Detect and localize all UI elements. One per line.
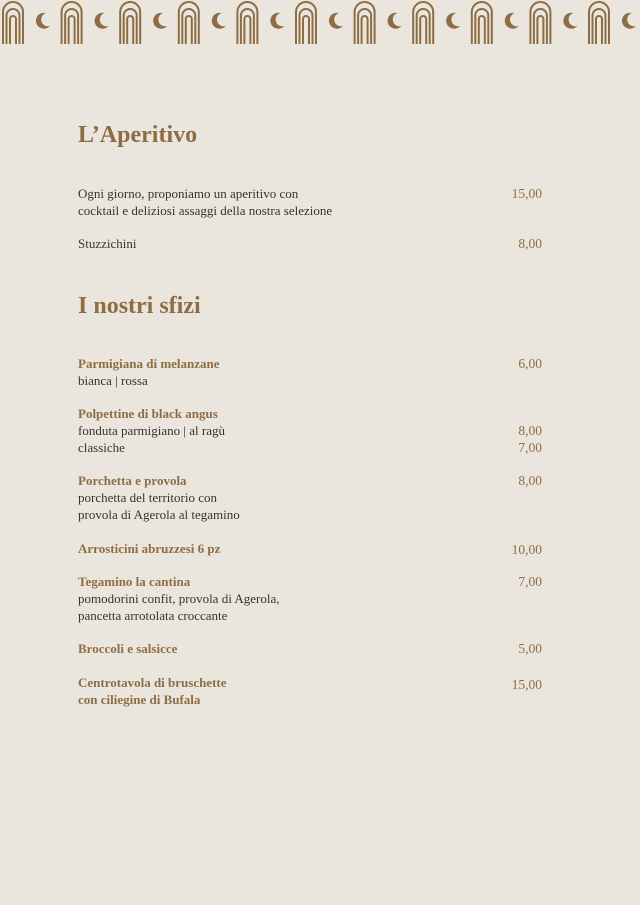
sfizi-title: I nostri sfizi — [78, 293, 201, 319]
item-description: Ogni giorno, proponiamo un aperitivo con — [78, 186, 299, 201]
arch-icon — [530, 2, 550, 44]
aperitivo-item-cocktail — [78, 185, 542, 219]
moon-icon — [622, 13, 636, 29]
item-name: con ciliegine di Bufala — [78, 692, 201, 707]
arch-icon — [413, 2, 433, 44]
moon-icon — [270, 13, 284, 29]
aperitivo-title: L’Aperitivo — [78, 122, 198, 148]
item-price: 15,00 — [511, 677, 542, 692]
moon-icon — [388, 13, 402, 29]
item-name: Broccoli e salsicce — [78, 641, 178, 656]
moon-icon — [329, 13, 343, 29]
moon-icon — [505, 13, 519, 29]
arch-icon — [355, 2, 375, 44]
item-name: Tegamino la cantina — [78, 574, 191, 589]
sfizi-item-polpettine — [78, 405, 542, 456]
item-name: Porchetta e provola — [78, 473, 187, 488]
item-price: 5,00 — [518, 641, 542, 656]
arch-icon — [589, 2, 609, 44]
sfizi-item-porchetta — [78, 472, 542, 523]
item-description: cocktail e deliziosi assaggi della nostra selezione — [78, 203, 333, 218]
item-description: fonduta parmigiano | al ragù — [78, 423, 225, 438]
item-name: Arrosticini abruzzesi 6 pz — [78, 541, 221, 556]
item-description: porchetta del territorio con — [78, 490, 217, 505]
arch-icon — [237, 2, 257, 44]
sfizi-item-centrotavola — [78, 674, 542, 708]
arch-icon — [472, 2, 492, 44]
item-name: Polpettine di black angus — [78, 406, 218, 421]
sfizi-item-broccoli — [78, 640, 542, 657]
arch-icon — [179, 2, 199, 44]
sfizi-item-tegamino — [78, 573, 542, 624]
aperitivo-item-stuzzichini — [78, 235, 542, 252]
item-price: 7,00 — [518, 574, 542, 589]
item-price: 8,00 — [518, 423, 542, 438]
sfizi-item-parmigiana — [78, 355, 542, 389]
item-price: 6,00 — [518, 356, 542, 371]
item-description: pancetta arrotolata croccante — [78, 608, 228, 623]
item-name: Centrotavola di bruschette — [78, 675, 227, 690]
arch-icon — [3, 2, 23, 44]
decorative-border — [0, 0, 640, 48]
item-description: Stuzzichini — [78, 236, 137, 251]
item-price: 15,00 — [511, 186, 542, 201]
arch-icon — [120, 2, 140, 44]
arch-icon — [296, 2, 316, 44]
moon-icon — [36, 13, 50, 29]
item-description: classiche — [78, 440, 125, 455]
item-description: bianca | rossa — [78, 373, 148, 388]
moon-icon — [212, 13, 226, 29]
item-description: provola di Agerola al tegamino — [78, 507, 240, 522]
item-price: 7,00 — [518, 440, 542, 455]
arch-icon — [62, 2, 82, 44]
item-price: 10,00 — [511, 542, 542, 557]
item-name: Parmigiana di melanzane — [78, 356, 220, 371]
moon-icon — [563, 13, 577, 29]
item-description: pomodorini confit, provola di Agerola, — [78, 591, 280, 606]
sfizi-item-arrosticini — [78, 540, 542, 557]
moon-icon — [95, 13, 109, 29]
moon-icon — [153, 13, 167, 29]
moon-icon — [446, 13, 460, 29]
item-price: 8,00 — [518, 473, 542, 488]
item-price: 8,00 — [518, 236, 542, 251]
